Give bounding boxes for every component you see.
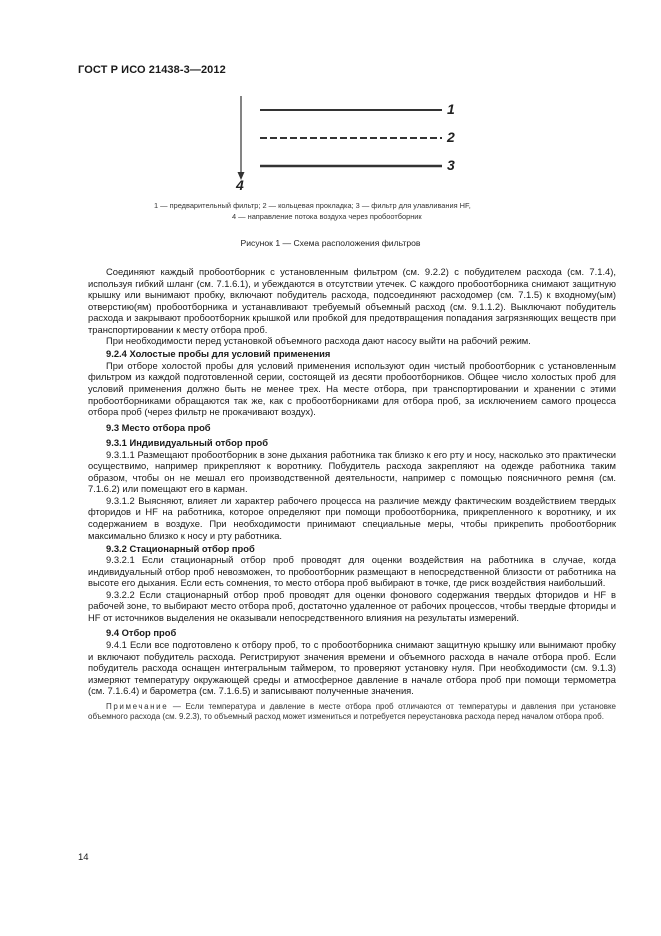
filter-diagram-svg — [0, 0, 661, 260]
figure-legend-line2: 4 — направление потока воздуха через пробоотборник — [232, 212, 422, 221]
page-number: 14 — [78, 852, 89, 863]
paragraph: 9.3.2.1 Если стационарный отбор проб проводят для оценки воздействия на работника в случае, когда индивидуальный отбор проб невозможен, то пробоотборник размещают в непосредственной близости от работника на высоте его дыхания. Если есть сомнения, то место отбора проб выбирают в точке, где риск воздействия наибольший. — [88, 554, 616, 589]
paragraph: 9.3.1.1 Размещают пробоотборник в зоне дыхания работника так близко к его рту и носу, насколько это практически осуществимо, например прикрепляют к воротнику. Побудитель расхода закрепляют на одежде работника таким образом, чтобы он не мешал его производственной деятельности, например с помощью поясничного ремня (см. 7.1.6.2) или помещают его в карман. — [88, 448, 616, 495]
subsection-heading: 9.3.1 Индивидуальный отбор проб — [106, 437, 269, 449]
note — [88, 702, 616, 723]
figure-label-2: 2 — [447, 129, 455, 145]
document-header: ГОСТ Р ИСО 21438-3—2012 — [78, 64, 226, 76]
section-heading: 9.4 Отбор проб — [106, 627, 177, 639]
paragraph: При необходимости перед установкой объемного расхода дают насосу выйти на рабочий режим. — [106, 335, 531, 347]
paragraph: 9.4.1 Если все подготовлено к отбору проб, то с пробоотборника снимают защитную крышку или вынимают пробку и включают побудитель расхода. Регистрируют значения времени и объемного расхода в начале отбора проб. Если побудитель расхода оснащен интегральным таймером, то проверяют установку нуля. При необходимости (см. 9.1.3) измеряют температуру окружающей среды и атмосферное давление в начале отбора проб при помощи термометра (см. 7.1.6.4) и барометра (см. 7.1.6.5) и записывают полученные значения. — [88, 638, 616, 697]
figure-caption: Рисунок 1 — Схема расположения фильтров — [240, 238, 421, 248]
figure-label-3: 3 — [447, 157, 455, 173]
body-text — [88, 266, 616, 723]
subsection-heading: 9.2.4 Холостые пробы для условий применения — [106, 348, 331, 360]
section-heading: 9.3 Место отбора проб — [106, 421, 211, 433]
subsection-heading: 9.3.2 Стационарный отбор проб — [106, 542, 255, 554]
filter-diagram — [0, 0, 661, 260]
paragraph: 9.3.2.2 Если стационарный отбор проб проводят для оценки фонового содержания твердых фторидов и HF в рабочей зоне, то выбирают место отбора проб, достаточно удаленное от рабочих процессов, чтобы твердые фториды и HF от источников выделения не оказывали непосредственного влияния на результаты измерений. — [88, 588, 616, 623]
figure-label-4: 4 — [236, 177, 244, 193]
note-text: — Если температура и давление в месте отбора проб отличаются от температуры и давления при установке объемного расхода (см. 9.2.3), то объемный расход может измениться и потребуется переустановка расхода перед началом отбора проб. — [88, 701, 616, 722]
paragraph: 9.3.1.2 Выясняют, влияет ли характер рабочего процесса на различие между фактическим воздействием твердых фторидов и HF на работника, которое определяют при помощи пробоотборника, прикрепленного к воротнику, и их содержанием в воздухе. При необходимости принимают специальные меры, чтобы прикрепить пробоотборник максимально близко к носу и рту работника. — [88, 494, 616, 541]
paragraph: Соединяют каждый пробоотборник с установленным фильтром (см. 9.2.2) с побудителем расхода (см. 7.1.4), используя гибкий шланг (см. 7.1.6.1), и убеждаются в отсутствии утечек. С каждого пробоотборника снимают защитную крышку или вынимают пробку, включают побудитель расхода, подсоединяют расходомер (см. 7.1.5) к входному(ым) отверстию(ям) пробоотборника и устанавливают требуемый объемный расход (см. 9.1.1.2). Выключают побудитель расхода и закрывают пробоотборник крышкой или пробкой для предотвращения попадания загрязняющих веществ при транспортировании к месту отбора проб. — [88, 266, 616, 335]
figure-legend-line1: 1 — предварительный фильтр; 2 — кольцевая прокладка; 3 — фильтр для улавливания HF, — [154, 201, 471, 210]
note-label: Примечание — [106, 701, 169, 711]
figure-label-1: 1 — [447, 101, 455, 117]
paragraph: При отборе холостой пробы для условий применения используют один чистый пробоотборник с установленным фильтром из каждой подготовленной серии, состоящей из десяти пробоотборников. Общее число холостых проб для условий применения должно быть не менее трех. На месте отбора, при транспортировании и хранении с этими пробоотборниками обращаются так же, как с пробоотборниками для отбора проб, за исключением самого процесса отбора проб (через фильтр не прокачивают воздух). — [88, 359, 616, 418]
